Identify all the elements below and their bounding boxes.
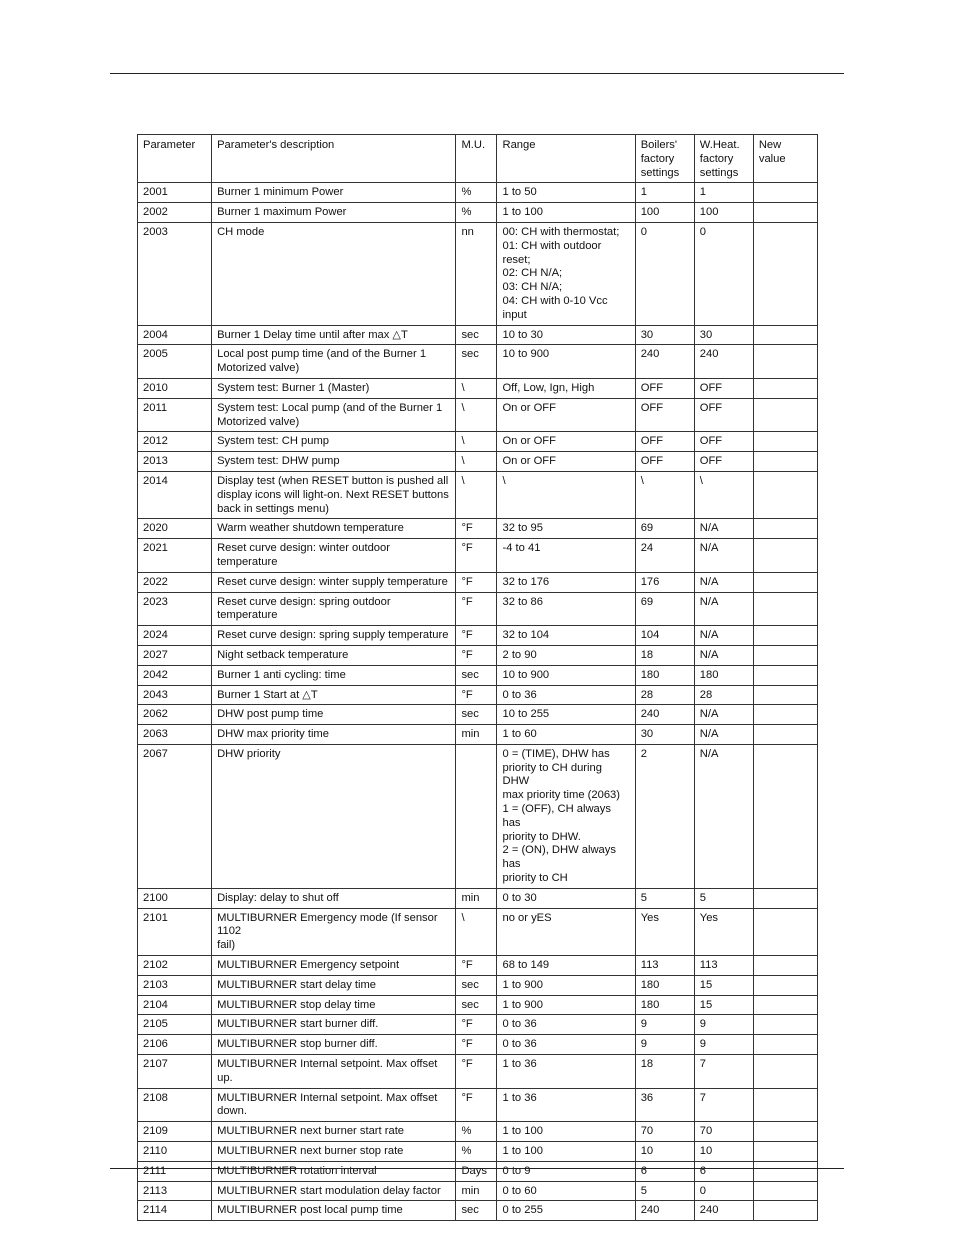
- header-mu: M.U.: [456, 135, 497, 183]
- table-row: [138, 1142, 818, 1162]
- range-cell: 1 to 900: [497, 995, 635, 1015]
- boilers-setting-cell: 18: [635, 1055, 694, 1089]
- description-cell: DHW post pump time: [212, 705, 456, 725]
- description-cell: MULTIBURNER Internal setpoint. Max offset up.: [212, 1055, 456, 1089]
- wheat-setting-cell: OFF: [694, 432, 753, 452]
- wheat-setting-cell: N/A: [694, 645, 753, 665]
- boilers-setting-cell: 28: [635, 685, 694, 705]
- boilers-setting-cell: 240: [635, 705, 694, 725]
- mu-cell: %: [456, 203, 497, 223]
- boilers-setting-cell: 180: [635, 975, 694, 995]
- new-value-cell: [753, 645, 817, 665]
- mu-cell: °F: [456, 626, 497, 646]
- mu-cell: °F: [456, 645, 497, 665]
- range-cell: -4 to 41: [497, 539, 635, 573]
- parameter-cell: 2043: [138, 685, 212, 705]
- wheat-setting-cell: OFF: [694, 398, 753, 432]
- description-cell: Reset curve design: spring supply temperature: [212, 626, 456, 646]
- new-value-cell: [753, 398, 817, 432]
- range-cell: 0 to 36: [497, 685, 635, 705]
- description-cell: System test: CH pump: [212, 432, 456, 452]
- mu-cell: °F: [456, 572, 497, 592]
- table-row: [138, 1015, 818, 1035]
- table-row: [138, 744, 818, 888]
- parameter-cell: 2024: [138, 626, 212, 646]
- parameter-cell: 2022: [138, 572, 212, 592]
- description-cell: MULTIBURNER Emergency mode (If sensor 1102 fail): [212, 908, 456, 955]
- mu-cell: °F: [456, 519, 497, 539]
- parameter-cell: 2010: [138, 378, 212, 398]
- new-value-cell: [753, 1055, 817, 1089]
- table-row: [138, 452, 818, 472]
- range-cell: 10 to 900: [497, 345, 635, 379]
- wheat-setting-cell: 15: [694, 975, 753, 995]
- parameter-cell: 2110: [138, 1142, 212, 1162]
- boilers-setting-cell: 100: [635, 203, 694, 223]
- range-cell: 1 to 60: [497, 725, 635, 745]
- wheat-setting-cell: N/A: [694, 519, 753, 539]
- wheat-setting-cell: 240: [694, 1201, 753, 1221]
- range-cell: 0 to 36: [497, 1015, 635, 1035]
- range-cell: 0 to 30: [497, 888, 635, 908]
- wheat-setting-cell: 0: [694, 1181, 753, 1201]
- parameter-cell: 2111: [138, 1161, 212, 1181]
- mu-cell: \: [456, 452, 497, 472]
- parameter-cell: 2002: [138, 203, 212, 223]
- table-row: [138, 626, 818, 646]
- parameter-cell: 2105: [138, 1015, 212, 1035]
- wheat-setting-cell: 7: [694, 1088, 753, 1122]
- parameter-cell: 2042: [138, 665, 212, 685]
- range-cell: 0 to 9: [497, 1161, 635, 1181]
- boilers-setting-cell: 24: [635, 539, 694, 573]
- description-cell: MULTIBURNER stop burner diff.: [212, 1035, 456, 1055]
- wheat-setting-cell: 9: [694, 1035, 753, 1055]
- range-cell: On or OFF: [497, 452, 635, 472]
- description-cell: Display: delay to shut off: [212, 888, 456, 908]
- new-value-cell: [753, 956, 817, 976]
- boilers-setting-cell: 30: [635, 725, 694, 745]
- range-cell: 1 to 100: [497, 203, 635, 223]
- range-cell: 10 to 255: [497, 705, 635, 725]
- range-cell: 0 = (TIME), DHW has priority to CH during DHW max priority time (2063) 1 = (OFF), CH always has priority to DHW. 2 = (ON), DHW always has priority to CH: [497, 744, 635, 888]
- table-row: [138, 539, 818, 573]
- description-cell: MULTIBURNER post local pump time: [212, 1201, 456, 1221]
- new-value-cell: [753, 1181, 817, 1201]
- new-value-cell: [753, 592, 817, 626]
- range-cell: no or yES: [497, 908, 635, 955]
- description-cell: Burner 1 Start at △T: [212, 685, 456, 705]
- boilers-setting-cell: OFF: [635, 398, 694, 432]
- description-cell: System test: DHW pump: [212, 452, 456, 472]
- parameter-cell: 2114: [138, 1201, 212, 1221]
- table-row: [138, 1035, 818, 1055]
- boilers-setting-cell: \: [635, 471, 694, 518]
- mu-cell: \: [456, 432, 497, 452]
- description-cell: MULTIBURNER next burner start rate: [212, 1122, 456, 1142]
- parameter-table: [137, 134, 818, 1221]
- description-cell: Night setback temperature: [212, 645, 456, 665]
- mu-cell: sec: [456, 975, 497, 995]
- wheat-setting-cell: N/A: [694, 592, 753, 626]
- wheat-setting-cell: 15: [694, 995, 753, 1015]
- range-cell: 2 to 90: [497, 645, 635, 665]
- boilers-setting-cell: 240: [635, 345, 694, 379]
- new-value-cell: [753, 378, 817, 398]
- header-parameter: Parameter: [138, 135, 212, 183]
- wheat-setting-cell: N/A: [694, 572, 753, 592]
- new-value-cell: [753, 572, 817, 592]
- description-cell: Warm weather shutdown temperature: [212, 519, 456, 539]
- range-cell: On or OFF: [497, 398, 635, 432]
- range-cell: 00: CH with thermostat; 01: CH with outdoor reset; 02: CH N/A; 03: CH N/A; 04: CH with 0-10 Vcc input: [497, 222, 635, 325]
- description-cell: Reset curve design: spring outdoor temperature: [212, 592, 456, 626]
- parameter-cell: 2027: [138, 645, 212, 665]
- boilers-setting-cell: 30: [635, 325, 694, 345]
- parameter-cell: 2005: [138, 345, 212, 379]
- parameter-cell: 2012: [138, 432, 212, 452]
- new-value-cell: [753, 995, 817, 1015]
- table-row: [138, 471, 818, 518]
- description-cell: Reset curve design: winter outdoor temperature: [212, 539, 456, 573]
- table-row: [138, 432, 818, 452]
- description-cell: DHW max priority time: [212, 725, 456, 745]
- new-value-cell: [753, 626, 817, 646]
- parameter-cell: 2021: [138, 539, 212, 573]
- table-row: [138, 995, 818, 1015]
- new-value-cell: [753, 203, 817, 223]
- table-row: [138, 1161, 818, 1181]
- new-value-cell: [753, 1142, 817, 1162]
- range-cell: 0 to 60: [497, 1181, 635, 1201]
- description-cell: Reset curve design: winter supply temperature: [212, 572, 456, 592]
- new-value-cell: [753, 685, 817, 705]
- range-cell: 32 to 104: [497, 626, 635, 646]
- wheat-setting-cell: \: [694, 471, 753, 518]
- parameter-cell: 2023: [138, 592, 212, 626]
- parameter-cell: 2109: [138, 1122, 212, 1142]
- boilers-setting-cell: 9: [635, 1015, 694, 1035]
- mu-cell: [456, 744, 497, 888]
- boilers-setting-cell: OFF: [635, 432, 694, 452]
- parameter-cell: 2062: [138, 705, 212, 725]
- boilers-setting-cell: 10: [635, 1142, 694, 1162]
- wheat-setting-cell: 6: [694, 1161, 753, 1181]
- mu-cell: nn: [456, 222, 497, 325]
- description-cell: System test: Burner 1 (Master): [212, 378, 456, 398]
- header-new-value: New value: [753, 135, 817, 183]
- mu-cell: sec: [456, 995, 497, 1015]
- wheat-setting-cell: 9: [694, 1015, 753, 1035]
- new-value-cell: [753, 222, 817, 325]
- table-row: [138, 908, 818, 955]
- new-value-cell: [753, 744, 817, 888]
- mu-cell: °F: [456, 1035, 497, 1055]
- parameter-cell: 2003: [138, 222, 212, 325]
- parameter-cell: 2113: [138, 1181, 212, 1201]
- new-value-cell: [753, 432, 817, 452]
- mu-cell: °F: [456, 1088, 497, 1122]
- parameter-cell: 2106: [138, 1035, 212, 1055]
- description-cell: MULTIBURNER Internal setpoint. Max offset down.: [212, 1088, 456, 1122]
- wheat-setting-cell: OFF: [694, 452, 753, 472]
- parameter-cell: 2108: [138, 1088, 212, 1122]
- wheat-setting-cell: 28: [694, 685, 753, 705]
- wheat-setting-cell: 70: [694, 1122, 753, 1142]
- table-row: [138, 519, 818, 539]
- boilers-setting-cell: OFF: [635, 452, 694, 472]
- mu-cell: sec: [456, 325, 497, 345]
- new-value-cell: [753, 325, 817, 345]
- mu-cell: \: [456, 378, 497, 398]
- mu-cell: °F: [456, 956, 497, 976]
- mu-cell: sec: [456, 665, 497, 685]
- wheat-setting-cell: 1: [694, 183, 753, 203]
- description-cell: MULTIBURNER Emergency setpoint: [212, 956, 456, 976]
- table-row: [138, 592, 818, 626]
- new-value-cell: [753, 1088, 817, 1122]
- range-cell: 1 to 900: [497, 975, 635, 995]
- boilers-setting-cell: 69: [635, 592, 694, 626]
- table-row: [138, 1181, 818, 1201]
- description-cell: System test: Local pump (and of the Burner 1 Motorized valve): [212, 398, 456, 432]
- wheat-setting-cell: N/A: [694, 539, 753, 573]
- range-cell: Off, Low, Ign, High: [497, 378, 635, 398]
- mu-cell: %: [456, 183, 497, 203]
- range-cell: 32 to 86: [497, 592, 635, 626]
- header-boilers-factory: Boilers' factory settings: [635, 135, 694, 183]
- description-cell: MULTIBURNER next burner stop rate: [212, 1142, 456, 1162]
- table-row: [138, 398, 818, 432]
- boilers-setting-cell: 6: [635, 1161, 694, 1181]
- table-row: [138, 645, 818, 665]
- description-cell: MULTIBURNER start burner diff.: [212, 1015, 456, 1035]
- table-row: [138, 1122, 818, 1142]
- new-value-cell: [753, 975, 817, 995]
- boilers-setting-cell: 1: [635, 183, 694, 203]
- range-cell: 1 to 36: [497, 1088, 635, 1122]
- wheat-setting-cell: 7: [694, 1055, 753, 1089]
- header-range: Range: [497, 135, 635, 183]
- description-cell: MULTIBURNER start delay time: [212, 975, 456, 995]
- footer-rule: [110, 1168, 844, 1169]
- boilers-setting-cell: 180: [635, 995, 694, 1015]
- mu-cell: \: [456, 398, 497, 432]
- boilers-setting-cell: 2: [635, 744, 694, 888]
- mu-cell: Days: [456, 1161, 497, 1181]
- table-row: [138, 222, 818, 325]
- description-cell: Burner 1 minimum Power: [212, 183, 456, 203]
- table-row: [138, 665, 818, 685]
- new-value-cell: [753, 888, 817, 908]
- table-row: [138, 956, 818, 976]
- mu-cell: °F: [456, 1055, 497, 1089]
- parameter-cell: 2004: [138, 325, 212, 345]
- new-value-cell: [753, 725, 817, 745]
- description-cell: CH mode: [212, 222, 456, 325]
- range-cell: 0 to 255: [497, 1201, 635, 1221]
- boilers-setting-cell: 36: [635, 1088, 694, 1122]
- table-row: [138, 975, 818, 995]
- table-row: [138, 705, 818, 725]
- parameter-cell: 2102: [138, 956, 212, 976]
- mu-cell: \: [456, 471, 497, 518]
- mu-cell: %: [456, 1122, 497, 1142]
- description-cell: Burner 1 anti cycling: time: [212, 665, 456, 685]
- boilers-setting-cell: 18: [635, 645, 694, 665]
- wheat-setting-cell: 240: [694, 345, 753, 379]
- mu-cell: %: [456, 1142, 497, 1162]
- wheat-setting-cell: 100: [694, 203, 753, 223]
- boilers-setting-cell: 5: [635, 888, 694, 908]
- parameter-cell: 2104: [138, 995, 212, 1015]
- new-value-cell: [753, 183, 817, 203]
- boilers-setting-cell: 69: [635, 519, 694, 539]
- new-value-cell: [753, 471, 817, 518]
- range-cell: 0 to 36: [497, 1035, 635, 1055]
- table-row: [138, 183, 818, 203]
- wheat-setting-cell: Yes: [694, 908, 753, 955]
- boilers-setting-cell: OFF: [635, 378, 694, 398]
- wheat-setting-cell: N/A: [694, 725, 753, 745]
- new-value-cell: [753, 539, 817, 573]
- mu-cell: sec: [456, 345, 497, 379]
- table-row: [138, 1088, 818, 1122]
- parameter-cell: 2014: [138, 471, 212, 518]
- new-value-cell: [753, 1122, 817, 1142]
- range-cell: 1 to 50: [497, 183, 635, 203]
- mu-cell: min: [456, 888, 497, 908]
- boilers-setting-cell: 0: [635, 222, 694, 325]
- parameter-cell: 2013: [138, 452, 212, 472]
- wheat-setting-cell: 180: [694, 665, 753, 685]
- description-cell: MULTIBURNER start modulation delay factor: [212, 1181, 456, 1201]
- description-cell: Local post pump time (and of the Burner 1 Motorized valve): [212, 345, 456, 379]
- table-row: [138, 725, 818, 745]
- parameter-cell: 2011: [138, 398, 212, 432]
- parameter-cell: 2107: [138, 1055, 212, 1089]
- new-value-cell: [753, 1035, 817, 1055]
- wheat-setting-cell: 30: [694, 325, 753, 345]
- wheat-setting-cell: 10: [694, 1142, 753, 1162]
- range-cell: 10 to 900: [497, 665, 635, 685]
- wheat-setting-cell: 0: [694, 222, 753, 325]
- description-cell: Burner 1 maximum Power: [212, 203, 456, 223]
- mu-cell: °F: [456, 1015, 497, 1035]
- mu-cell: min: [456, 725, 497, 745]
- boilers-setting-cell: 70: [635, 1122, 694, 1142]
- table-body: [138, 183, 818, 1221]
- boilers-setting-cell: 5: [635, 1181, 694, 1201]
- wheat-setting-cell: N/A: [694, 705, 753, 725]
- boilers-setting-cell: 9: [635, 1035, 694, 1055]
- range-cell: \: [497, 471, 635, 518]
- parameter-cell: 2103: [138, 975, 212, 995]
- description-cell: Burner 1 Delay time until after max △T: [212, 325, 456, 345]
- range-cell: 1 to 100: [497, 1122, 635, 1142]
- new-value-cell: [753, 519, 817, 539]
- mu-cell: sec: [456, 705, 497, 725]
- mu-cell: \: [456, 908, 497, 955]
- boilers-setting-cell: 113: [635, 956, 694, 976]
- new-value-cell: [753, 1161, 817, 1181]
- description-cell: MULTIBURNER rotation interval: [212, 1161, 456, 1181]
- mu-cell: °F: [456, 592, 497, 626]
- range-cell: 68 to 149: [497, 956, 635, 976]
- wheat-setting-cell: 113: [694, 956, 753, 976]
- description-cell: DHW priority: [212, 744, 456, 888]
- table-row: [138, 685, 818, 705]
- boilers-setting-cell: 104: [635, 626, 694, 646]
- new-value-cell: [753, 705, 817, 725]
- mu-cell: sec: [456, 1201, 497, 1221]
- new-value-cell: [753, 452, 817, 472]
- table-row: [138, 1055, 818, 1089]
- boilers-setting-cell: 180: [635, 665, 694, 685]
- description-cell: Display test (when RESET button is pushed all display icons will light-on. Next RESET buttons back in settings menu): [212, 471, 456, 518]
- boilers-setting-cell: Yes: [635, 908, 694, 955]
- parameter-cell: 2100: [138, 888, 212, 908]
- new-value-cell: [753, 345, 817, 379]
- wheat-setting-cell: OFF: [694, 378, 753, 398]
- range-cell: On or OFF: [497, 432, 635, 452]
- table-row: [138, 345, 818, 379]
- range-cell: 1 to 100: [497, 1142, 635, 1162]
- table-row: [138, 888, 818, 908]
- parameter-cell: 2001: [138, 183, 212, 203]
- parameter-cell: 2020: [138, 519, 212, 539]
- boilers-setting-cell: 240: [635, 1201, 694, 1221]
- new-value-cell: [753, 1015, 817, 1035]
- range-cell: 32 to 176: [497, 572, 635, 592]
- wheat-setting-cell: 5: [694, 888, 753, 908]
- wheat-setting-cell: N/A: [694, 626, 753, 646]
- table-row: [138, 1201, 818, 1221]
- header-wheat-factory: W.Heat. factory settings: [694, 135, 753, 183]
- parameter-cell: 2063: [138, 725, 212, 745]
- range-cell: 10 to 30: [497, 325, 635, 345]
- range-cell: 1 to 36: [497, 1055, 635, 1089]
- table-header-row: [138, 135, 818, 183]
- mu-cell: min: [456, 1181, 497, 1201]
- mu-cell: °F: [456, 539, 497, 573]
- mu-cell: °F: [456, 685, 497, 705]
- range-cell: 32 to 95: [497, 519, 635, 539]
- new-value-cell: [753, 665, 817, 685]
- wheat-setting-cell: N/A: [694, 744, 753, 888]
- boilers-setting-cell: 176: [635, 572, 694, 592]
- header-rule: [110, 73, 844, 74]
- header-description: Parameter's description: [212, 135, 456, 183]
- table-row: [138, 378, 818, 398]
- parameter-cell: 2101: [138, 908, 212, 955]
- table-row: [138, 325, 818, 345]
- table-row: [138, 572, 818, 592]
- new-value-cell: [753, 1201, 817, 1221]
- table-row: [138, 203, 818, 223]
- description-cell: MULTIBURNER stop delay time: [212, 995, 456, 1015]
- parameter-cell: 2067: [138, 744, 212, 888]
- new-value-cell: [753, 908, 817, 955]
